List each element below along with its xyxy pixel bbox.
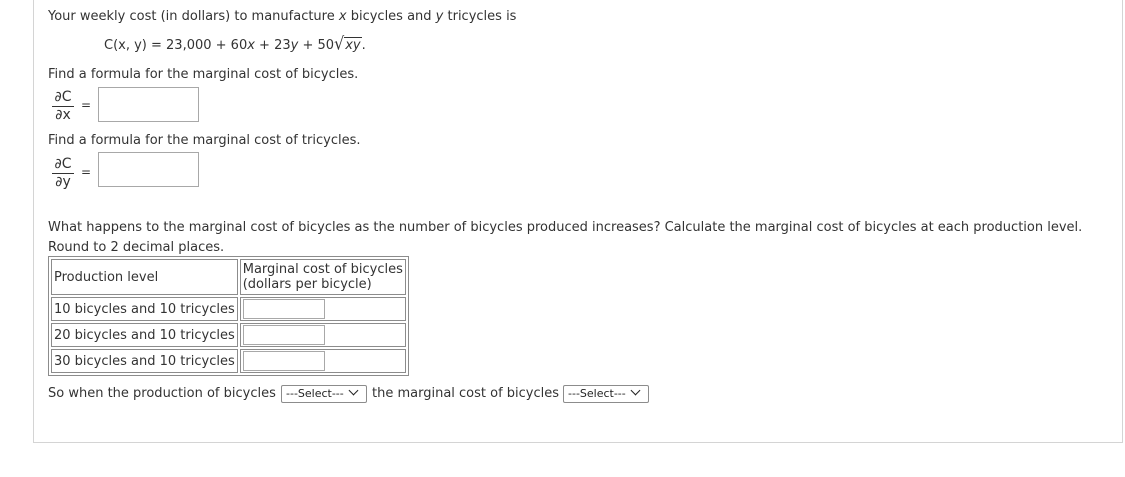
marginal-cost-cell xyxy=(240,349,406,373)
marginal-cost-input-row-1[interactable] xyxy=(243,299,325,319)
q3-rounding-note: Round to 2 decimal places. xyxy=(48,240,225,255)
marginal-cost-cell xyxy=(240,297,406,321)
marginal-cost-table xyxy=(48,256,409,376)
conclusion-text-2: the marginal cost of bicycles xyxy=(372,386,560,401)
chevron-down-icon xyxy=(348,386,358,396)
marginal-cost-bicycles-input[interactable] xyxy=(98,87,199,122)
header-marginal-cost: Marginal cost of bicycles (dollars per bicycle) xyxy=(240,259,406,295)
marginal-cost-cell xyxy=(240,323,406,347)
table-row xyxy=(51,297,406,321)
square-root: √xy xyxy=(334,33,361,54)
table-row xyxy=(51,323,406,347)
marginal-cost-input-row-2[interactable] xyxy=(243,325,325,345)
q2-prompt: Find a formula for the marginal cost of tricycles. xyxy=(48,133,361,148)
marginal-cost-input-row-3[interactable] xyxy=(243,351,325,371)
production-level-cell: 30 bicycles and 10 tricycles xyxy=(51,349,238,373)
chevron-down-icon xyxy=(630,386,640,396)
equals-sign: = xyxy=(81,98,92,112)
equals-sign: = xyxy=(81,165,92,179)
partial-c-over-partial-x: $\frac{\partial C}{\partial x}$ xyxy=(52,90,74,123)
production-level-cell: 20 bicycles and 10 tricycles xyxy=(51,323,238,347)
production-trend-select[interactable]: ---Select--- xyxy=(281,385,367,403)
q1-prompt: Find a formula for the marginal cost of bicycles. xyxy=(48,67,359,82)
production-level-cell: 10 bicycles and 10 tricycles xyxy=(51,297,238,321)
marginal-cost-tricycles-input[interactable] xyxy=(98,152,199,187)
conclusion-text-1: So when the production of bicycles xyxy=(48,386,276,401)
cost-formula: C(x, y) = 23,000 + 60x + 23y + 50√xy. xyxy=(104,33,366,54)
q3-prompt: What happens to the marginal cost of bicycles as the number of bicycles produced increases? Calculate the marginal cost of bicycles at each production level. xyxy=(48,220,1083,235)
table-row xyxy=(51,349,406,373)
intro-text: Your weekly cost (in dollars) to manufacture x bicycles and y tricycles is xyxy=(48,9,517,24)
marginal-cost-trend-select[interactable]: ---Select--- xyxy=(563,385,649,403)
partial-c-over-partial-y: $\frac{\partial C}{\partial y}$ xyxy=(52,157,74,190)
header-production-level: Production level xyxy=(51,259,238,295)
table-header-row xyxy=(51,259,406,295)
